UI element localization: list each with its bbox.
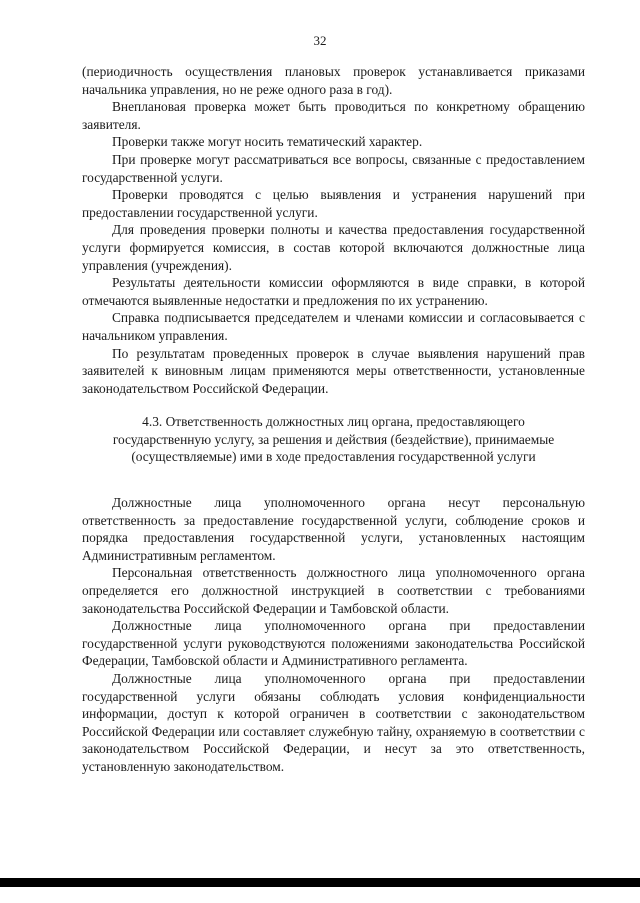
paragraph-confidentiality: Должностные лица уполномоченного органа при предоставлении государственной услуги обязаны соблюдать условия конфиденциальности информации, доступ к которой ограничен в соответствии с законодательством Российской Федерации или составляет служебную тайну, охраняемую в соответствии с законодательством Российской Федерации, и несут за это ответственность, установленную законодательством. [82,671,585,774]
paragraph-legislation-guidance: Должностные лица уполномоченного органа при предоставлении государственной услуги руководствуются положениями законодательства Российской Федерации, Тамбовской области и Административного регламента. [82,618,585,669]
page-number: 32 [313,33,327,48]
paragraph-continuation: (периодичность осуществления плановых проверок устанавливается приказами начальника управления, но не реже одного раза в год). [82,64,585,97]
paragraph-thematic-inspection: Проверки также могут носить тематический характер. [112,134,423,150]
paragraph-inspection-purpose: Проверки проводятся с целью выявления и устранения нарушений при предоставлении государственной услуги. [82,187,585,220]
paragraph-unscheduled-inspection: Внеплановая проверка может быть проводиться по конкретному обращению заявителя. [82,99,585,132]
paragraph-commission-results: Результаты деятельности комиссии оформляются в виде справки, в которой отмечаются выявленные недостатки и предложения по их устранению. [82,275,585,308]
section-heading-line: (осуществляемые) ими в ходе предоставления государственной услуги [131,449,536,465]
paragraph-personal-responsibility: Должностные лица уполномоченного органа несут персональную ответственность за предоставление государственной услуги, соблюдение сроков и порядка предоставления государственной услуги, установленных настоящим Административным регламентом. [82,495,585,563]
paragraph-inspection-scope: При проверке могут рассматриваться все вопросы, связанные с предоставлением государственной услуги. [82,151,585,185]
paragraph-commission: Для проведения проверки полноты и качества предоставления государственной услуги формируется комиссия, в состав которой включаются должностные лица управления (учреждения). [82,222,585,273]
paragraph-violation-measures: По результатам проведенных проверок в случае выявления нарушений прав заявителей к виновным лицам применяются меры ответственности, установленные законодательством Российской Федерации. [82,345,585,396]
paragraph-job-instruction: Персональная ответственность должностного лица уполномоченного органа определяется его должностной инструкцией в соответствии с требованиями законодательства Российской Федерации и Тамбовской области. [82,565,585,616]
scan-bottom-border [0,878,640,887]
page-content [82,63,585,776]
paragraph-report-signing: Справка подписывается председателем и членами комиссии и согласовывается с начальником управления. [82,310,585,343]
section-heading-line: государственную услугу, за решения и действия (бездействие), принимаемые [112,431,555,447]
section-heading-line: 4.3. Ответственность должностных лиц органа, предоставляющего [142,414,525,430]
section-heading [82,413,585,466]
